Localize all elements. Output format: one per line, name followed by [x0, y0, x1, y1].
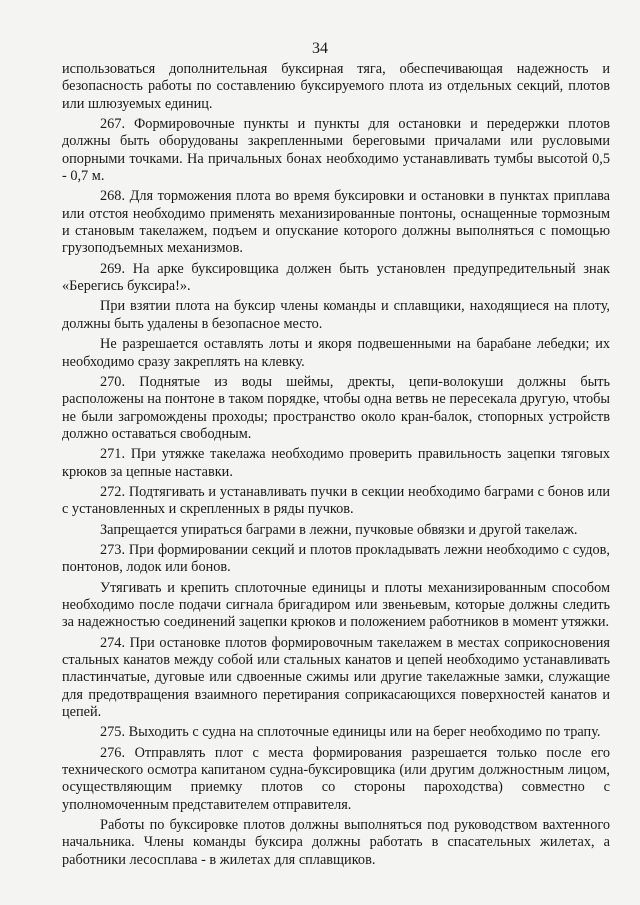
paragraph-269-towing: При взятии плота на буксир члены команды и сплавщики, находящиеся на плоту, должны быть удалены в безопасное место.	[62, 298, 610, 332]
paragraph-276: 276. Отправлять плот с места формирования разрешается только после его технического осмотра капитаном судна-буксировщика (или другим должностным лицом, осуществляющим приемку плотов со стороны пароходства) совместно с уполномоченным представителем отправителя.	[62, 744, 610, 813]
paragraph-269-anchors: Не разрешается оставлять лоты и якоря подвешенными на барабане лебедки; их необходимо сразу закреплять на клевку.	[62, 336, 610, 370]
paragraph-267: 267. Формировочные пункты и пункты для остановки и передержки плотов должны быть оборудованы закрепленными береговыми причалами или русловыми опорными точками. На причальных бонах необходимо устанавливать тумбы высотой 0,5 - 0,7 м.	[62, 116, 610, 185]
paragraph-274: 274. При остановке плотов формировочным такелажем в местах соприкосновения стальных канатов между собой или стальных канатов и цепей необходимо устанавливать пластинчатые, дуговые или сдвоенные сжимы или другие такелажные замки, служащие для предотвращения взаимного перетирания соприкасающихся поверхностей канатов и цепей.	[62, 634, 610, 721]
page-number: 34	[312, 40, 328, 57]
paragraph-270: 270. Поднятые из воды шеймы, дректы, цепи-волокуши должны быть расположены на понтоне в таком порядке, чтобы одна ветвь не пересекала другую, чтобы не были загромождены проходы; пространство около кран-балок, стопорных устройств должно оставаться свободным.	[62, 373, 610, 442]
paragraph-continuation: использоваться дополнительная буксирная тяга, обеспечивающая надежность и безопасность работы по составлению буксируемого плота из отдельных секций, плотов или шлюзуемых единиц.	[62, 61, 610, 112]
paragraph-276-supervision: Работы по буксировке плотов должны выполняться под руководством вахтенного начальника. Члены команды буксира должны работать в спасательных жилетах, а работники лесосплава - в жилетах для сплавщиков.	[62, 817, 610, 868]
paragraph-269: 269. На арке буксировщика должен быть установлен предупредительный знак «Берегись буксира!».	[62, 260, 610, 295]
paragraph-268: 268. Для торможения плота во время буксировки и остановки в пунктах приплава или отстоя необходимо применять механизированные понтоны, оснащенные тормозным и становым такелажем, подъем и опускание которого должны выполняться с помощью грузоподъемных механизмов.	[62, 188, 610, 257]
paragraph-273: 273. При формировании секций и плотов прокладывать лежни необходимо с судов, понтонов, лодок или бонов.	[62, 541, 610, 576]
paragraph-273-tightening: Утягивать и крепить сплоточные единицы и плоты механизированным способом необходимо после подачи сигнала бригадиром или звеньевым, которые должны следить за надежностью соединений зацепки крюков и положением работников в момент утяжки.	[62, 579, 610, 631]
paragraph-272: 272. Подтягивать и устанавливать пучки в секции необходимо баграми с бонов или с установленных и скрепленных в ряды пучков.	[62, 483, 610, 518]
paragraph-271: 271. При утяжке такелажа необходимо проверить правильность зацепки тяговых крюков за цепные наставки.	[62, 446, 610, 480]
paragraph-272-prohibition: Запрещается упираться баграми в лежни, пучковые обвязки и другой такелаж.	[100, 521, 578, 538]
document-body	[62, 61, 610, 872]
paragraph-275: 275. Выходить с судна на сплоточные единицы или на берег необходимо по трапу.	[100, 724, 601, 741]
